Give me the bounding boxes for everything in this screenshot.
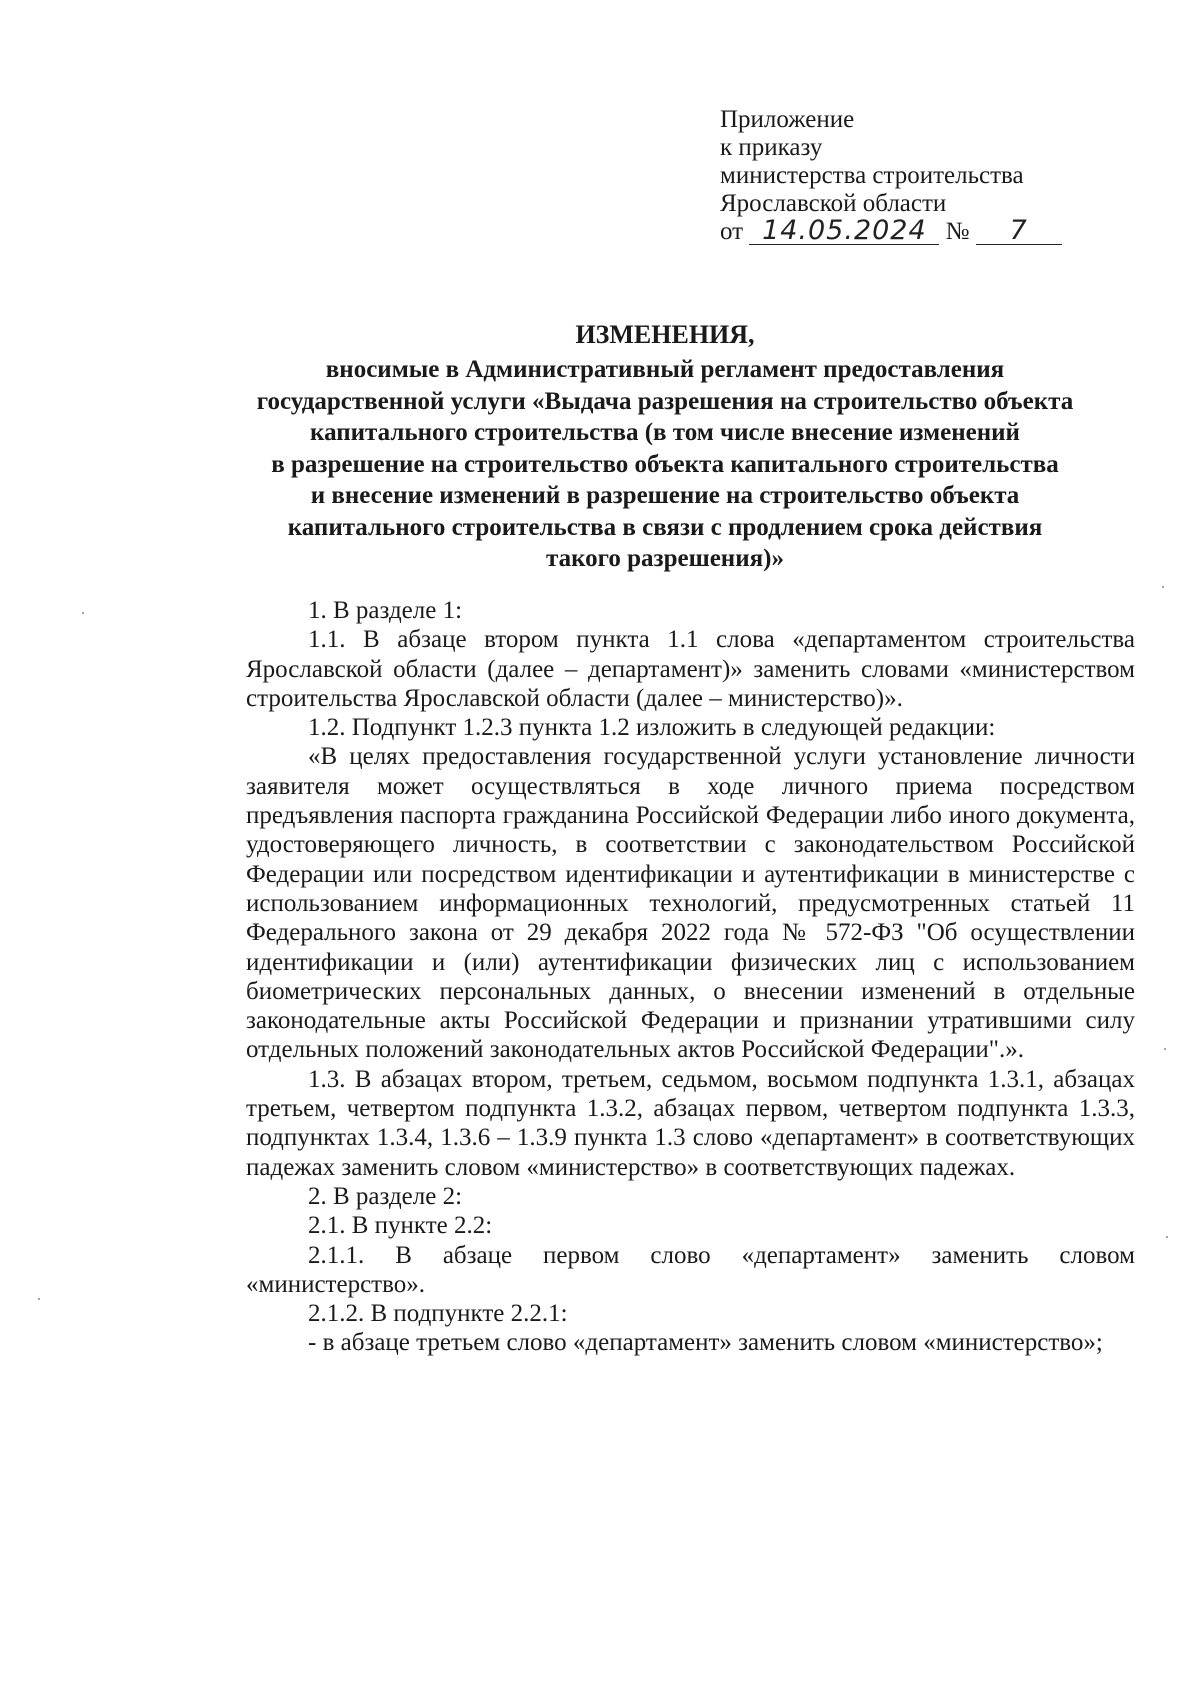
paragraph: 1.3. В абзацах втором, третьем, седьмом, восьмом подпункта 1.3.1, абзацах третьем, четвертом подпункта 1.3.2, абзацах первом, четвертом подпункта 1.3.3, подпунктах 1.3.4, 1.3.6 – 1.3.9 пункта 1.3 слово «департамент» в соответствующих падежах заменить словом «министерство» в соответствующих падежах. xyxy=(246,1065,1135,1181)
number-label: № xyxy=(945,218,970,245)
document-body xyxy=(246,596,1135,1358)
approval-line: Приложение xyxy=(720,106,855,133)
approval-date-line xyxy=(720,215,1062,246)
heading-line: такого разрешения)» xyxy=(546,545,784,572)
heading-line: вносимые в Административный регламент предоставления xyxy=(325,356,1005,383)
approval-line: к приказу xyxy=(720,134,823,161)
scan-speck xyxy=(38,1298,40,1300)
quoted-paragraph: «В целях предоставления государственной услуги установление личности заявителя может осуществляться в ходе личного приема посредством предъявления паспорта гражданина Российской Федерации либо иного документа, удостоверяющего личность, в соответствии с законодательством Российской Федерации или посредством идентификации и аутентификации в министерстве с использованием информационных технологий, предусмотренных статьей 11 Федерального закона от 29 декабря 2022 года № 572-ФЗ "Об осуществлении идентификации и (или) аутентификации физических лиц с использованием биометрических персональных данных, о внесении изменений в отдельные законодательные акты Российской Федерации и признании утратившими силу отдельных положений законодательных актов Российской Федерации".». xyxy=(246,743,1135,1064)
document-title: ИЗМЕНЕНИЯ, xyxy=(575,320,755,349)
list-paragraph: - в абзаце третьем слово «департамент» заменить словом «министерство»; xyxy=(308,1329,1103,1357)
heading-line: капитального строительства в связи с продлением срока действия xyxy=(287,513,1043,541)
paragraph: 1.1. В абзаце втором пункта 1.1 слова «департаментом строительства Ярославской области (далее – департамент)» заменить словами «министерством строительства Ярославской области (далее – министерство)». xyxy=(246,626,1135,712)
paragraph: 1. В разделе 1: xyxy=(308,597,463,624)
document-heading xyxy=(230,318,1100,575)
handwritten-date: 14.05.2024 xyxy=(749,218,939,245)
paragraph: 2. В разделе 2: xyxy=(308,1182,463,1210)
paragraph: 2.1. В пункте 2.2: xyxy=(308,1212,493,1240)
scan-speck xyxy=(1166,1236,1168,1238)
paragraph: 2.1.2. В подпункте 2.2.1: xyxy=(308,1300,568,1328)
heading-line: в разрешение на строительство объекта капитального строительства xyxy=(271,450,1059,478)
paragraph: 2.1.1. В абзаце первом слово «департамент» заменить словом «министерство». xyxy=(246,1241,1135,1298)
approval-line: министерства строительства xyxy=(720,162,1024,189)
approval-line: Ярославской области xyxy=(720,190,947,217)
approval-block xyxy=(720,106,1062,246)
paragraph: 1.2. Подпункт 1.2.3 пункта 1.2 изложить в следующей редакции: xyxy=(308,714,996,742)
scan-speck xyxy=(82,612,84,614)
heading-line: капитального строительства (в том числе внесение изменений xyxy=(310,419,1020,446)
handwritten-number: 7 xyxy=(976,218,1062,245)
from-label: от xyxy=(720,218,744,245)
heading-line: государственной услуги «Выдача разрешения на строительство объекта xyxy=(256,387,1074,415)
heading-line: и внесение изменений в разрешение на строительство объекта xyxy=(310,482,1020,509)
scan-speck xyxy=(1162,586,1164,588)
scan-speck xyxy=(1164,1048,1166,1050)
